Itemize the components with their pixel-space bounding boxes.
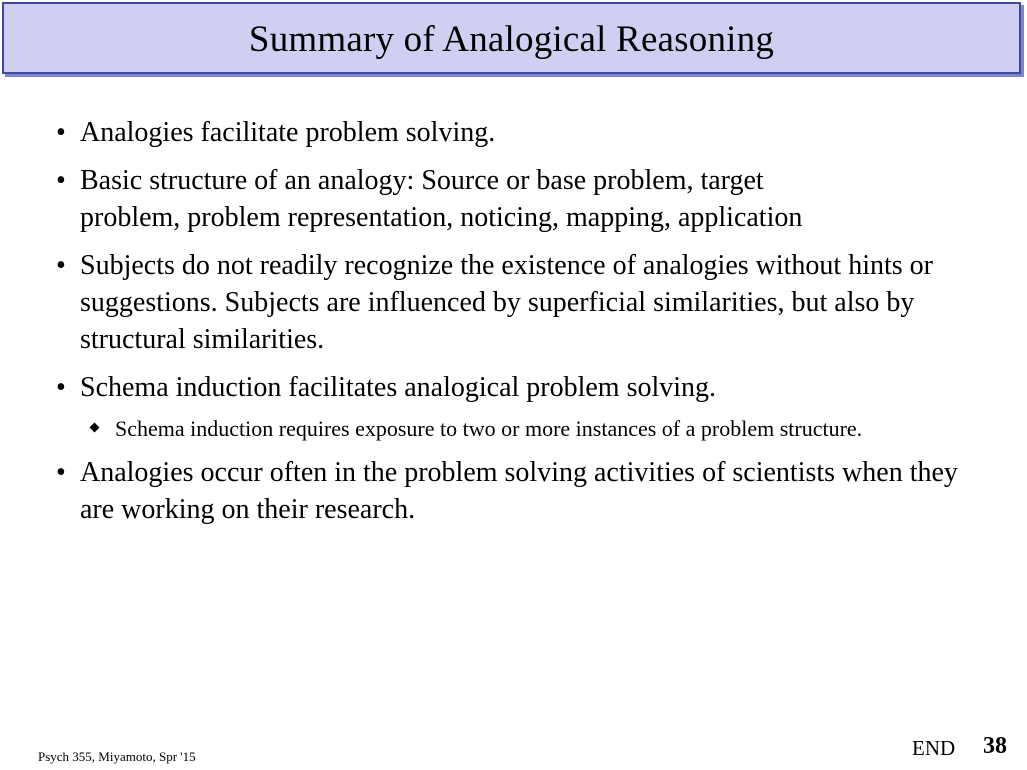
course-footer: Psych 355, Miyamoto, Spr '15: [38, 749, 196, 764]
bullet-list: [58, 114, 968, 539]
bullet-item: [58, 454, 968, 528]
end-label: END: [912, 736, 956, 760]
bullet-marker-icon: •: [56, 457, 66, 488]
bullet-text: Subjects do not readily recognize the existence of analogies without hints or suggestions. Subjects are influenced by superficial similarities, but also by structural similarities.: [80, 250, 933, 355]
bullet-marker-icon: •: [56, 165, 66, 196]
bullet-item: [58, 162, 870, 236]
bullet-text: Schema induction facilitates analogical problem solving.: [80, 372, 717, 403]
sub-bullet-item: [115, 413, 968, 444]
bullet-text: Analogies occur often in the problem solving activities of scientists when they are working on their research.: [80, 457, 958, 525]
bullet-text: Basic structure of an analogy: Source or base problem, target problem, problem representation, noticing, mapping, application: [80, 165, 803, 233]
title-banner: [2, 2, 1021, 74]
bullet-item: [58, 247, 968, 358]
bullet-marker-icon: •: [56, 117, 66, 148]
bullet-text: Analogies facilitate problem solving.: [80, 117, 496, 148]
bullet-marker-icon: •: [56, 250, 66, 281]
bullet-item: [58, 114, 968, 151]
bullet-item: [58, 369, 968, 406]
slide-title: Summary of Analogical Reasoning: [248, 19, 775, 60]
diamond-bullet-icon: [90, 423, 99, 432]
bullet-marker-icon: •: [56, 372, 66, 403]
sub-bullet-text: Schema induction requires exposure to two or more instances of a problem structure.: [115, 416, 863, 441]
page-number: 38: [983, 733, 1007, 759]
